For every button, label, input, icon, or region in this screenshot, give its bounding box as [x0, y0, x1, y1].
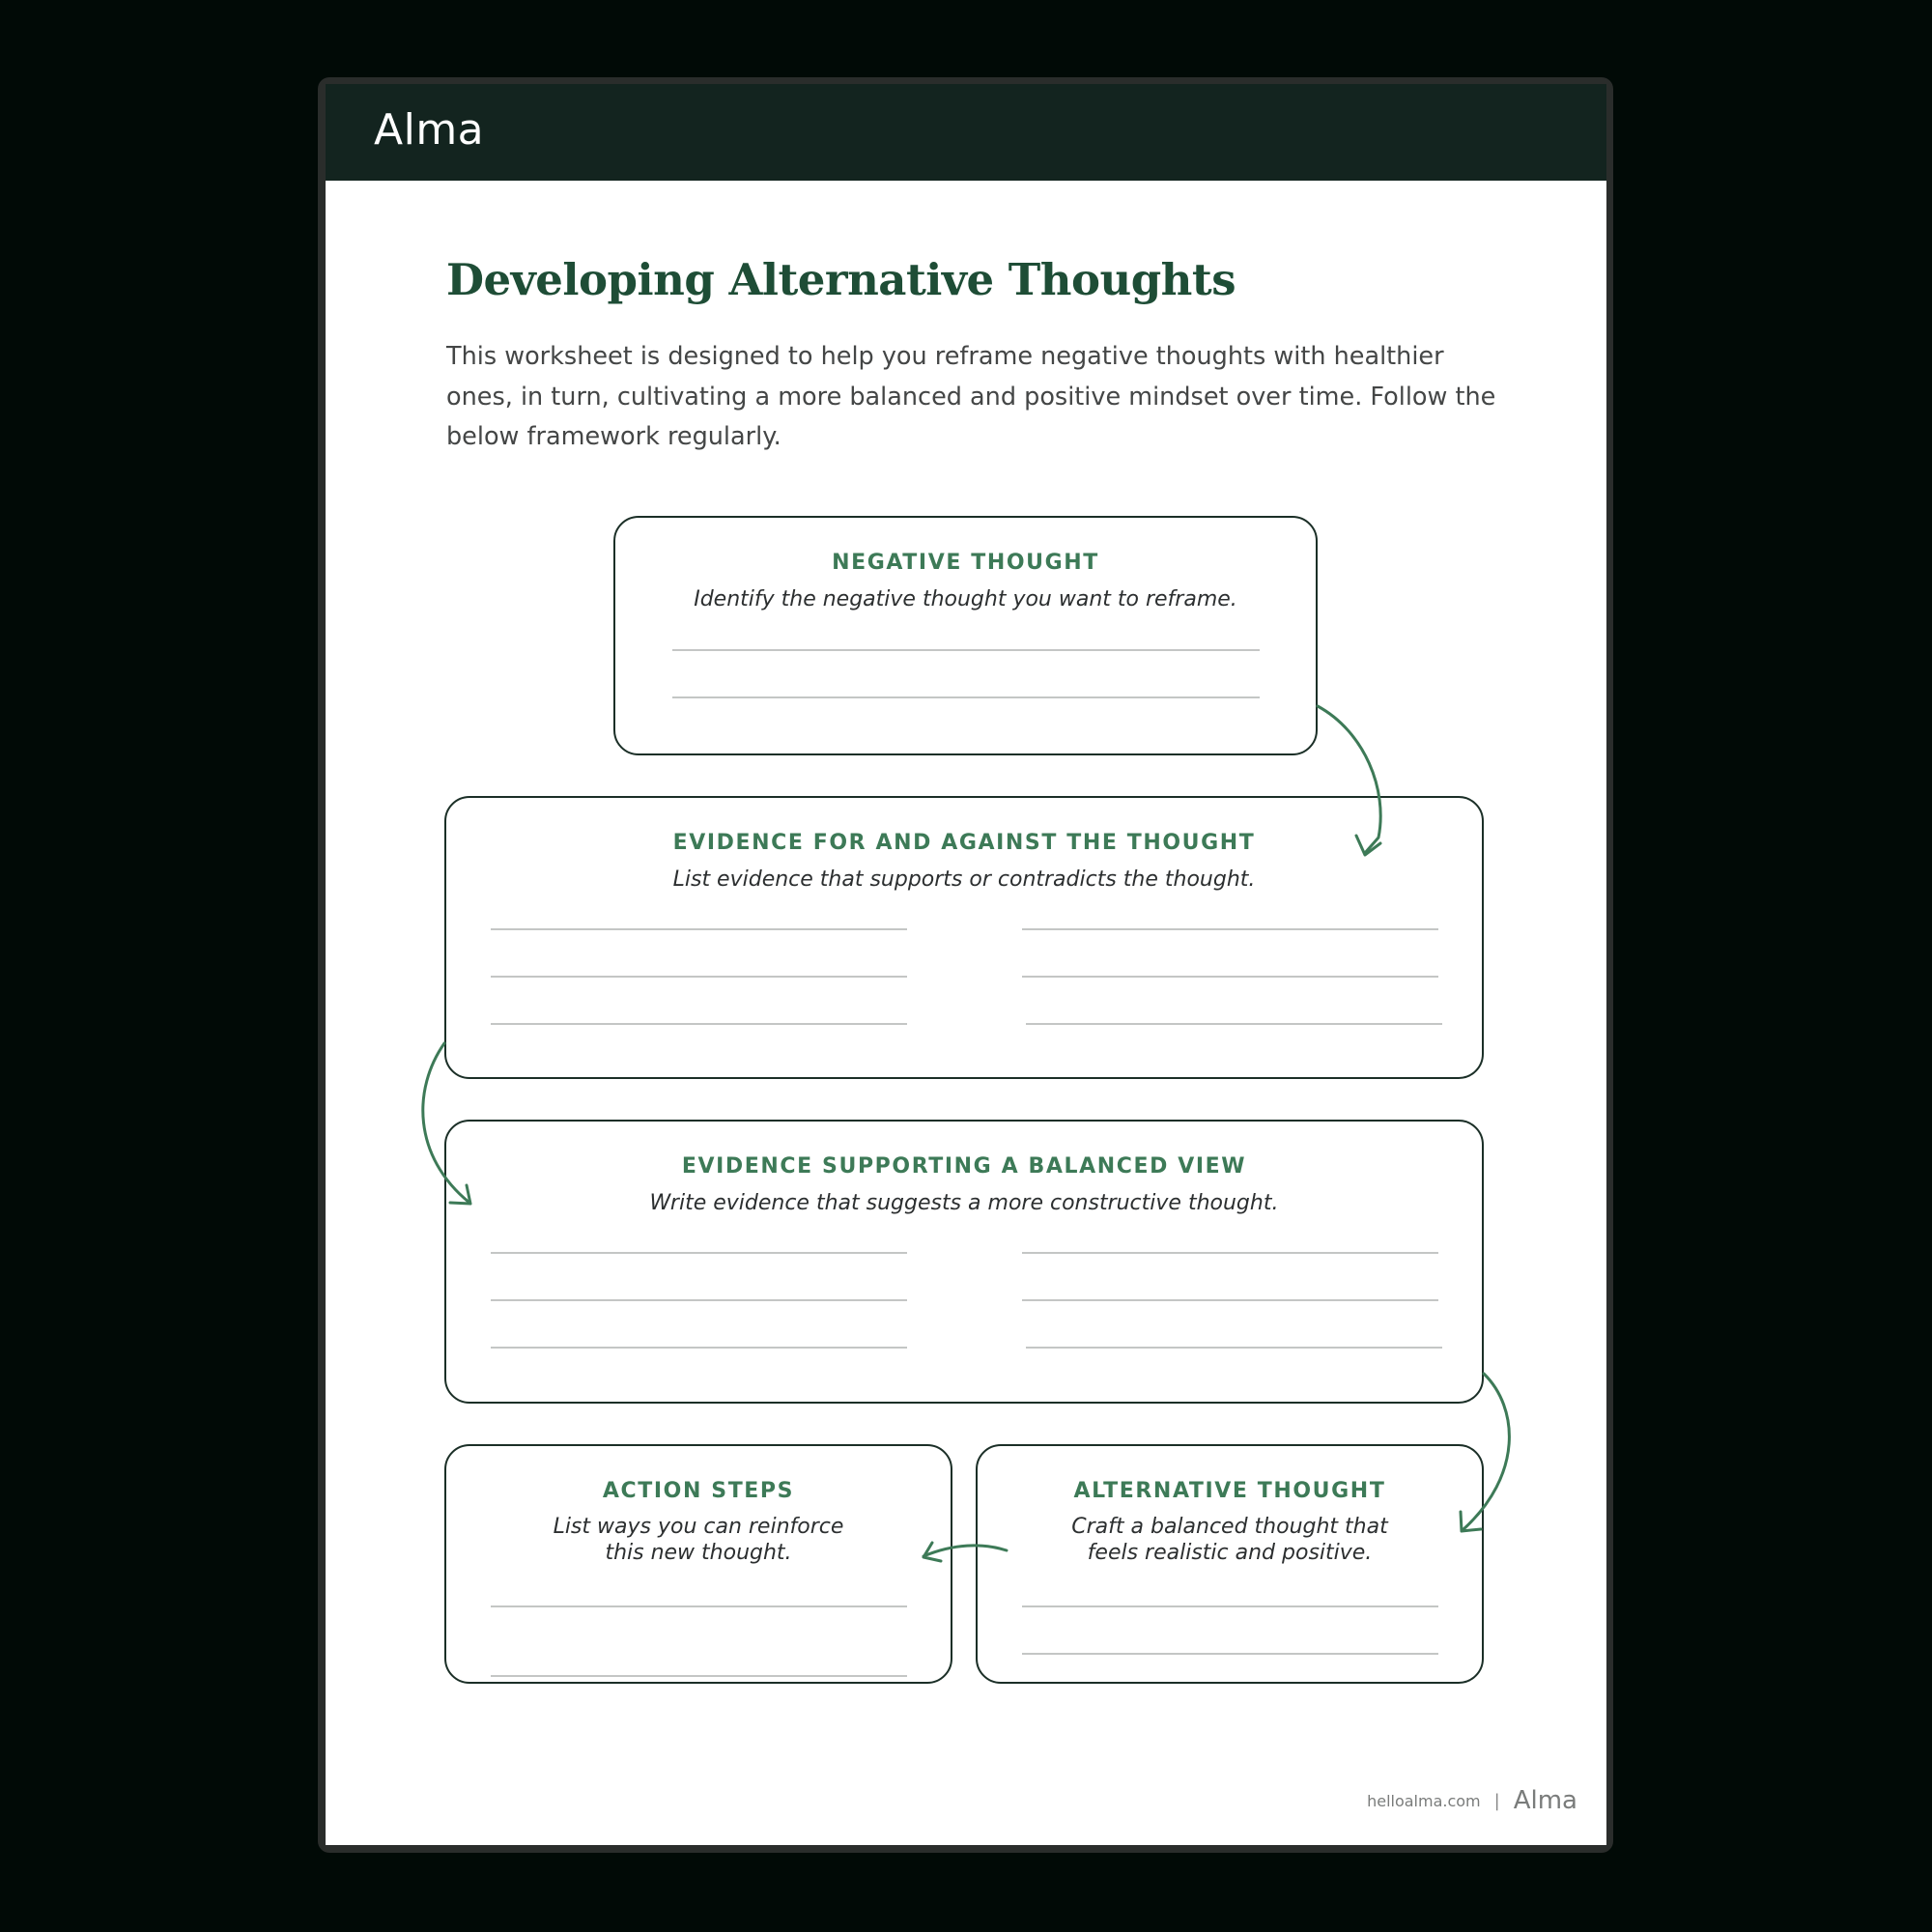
page-title: Developing Alternative Thoughts [446, 254, 1236, 305]
worksheet-page [326, 84, 1606, 1845]
alternative-thought-box [976, 1444, 1484, 1684]
footer-url[interactable]: helloalma.com [1367, 1791, 1481, 1810]
balanced-view-title: EVIDENCE SUPPORTING A BALANCED VIEW [681, 1154, 1247, 1179]
writing-line[interactable] [491, 1347, 907, 1349]
action-steps-subtitle-line1: List ways you can reinforce [553, 1515, 844, 1539]
writing-line[interactable] [1022, 1653, 1438, 1655]
writing-line[interactable] [491, 1299, 907, 1301]
action-steps-subtitle-line2: this new thought. [605, 1541, 792, 1565]
intro-paragraph: This worksheet is designed to help you reframe negative thoughts with healthier ones, in turn, cultivating a more balanced and positive mindset over time. Follow the below framework regularly. [446, 342, 1496, 451]
alternative-thought-subtitle-line2: feels realistic and positive. [1087, 1541, 1373, 1565]
writing-line[interactable] [1022, 1299, 1438, 1301]
footer-separator: | [1493, 1790, 1500, 1811]
evidence-for-against-title: EVIDENCE FOR AND AGAINST THE THOUGHT [672, 831, 1256, 855]
writing-line[interactable] [672, 696, 1260, 698]
header-bar [326, 84, 1606, 181]
balanced-view-box [444, 1120, 1484, 1404]
writing-line[interactable] [1022, 928, 1438, 930]
alternative-thought-title: ALTERNATIVE THOUGHT [1073, 1479, 1386, 1503]
writing-line[interactable] [1022, 1252, 1438, 1254]
footer-alma-logo: Alma [1513, 1786, 1577, 1815]
balanced-view-subtitle: Write evidence that suggests a more constructive thought. [649, 1191, 1279, 1215]
writing-line[interactable] [672, 649, 1260, 651]
action-steps-title: ACTION STEPS [602, 1479, 795, 1503]
negative-thought-title: NEGATIVE THOUGHT [832, 551, 1099, 575]
writing-line[interactable] [1026, 1023, 1442, 1025]
action-steps-box [444, 1444, 952, 1684]
writing-line[interactable] [491, 1675, 907, 1677]
negative-thought-box [613, 516, 1318, 755]
negative-thought-subtitle: Identify the negative thought you want to reframe. [694, 587, 1237, 611]
footer [1367, 1786, 1577, 1815]
writing-line[interactable] [1022, 1605, 1438, 1607]
writing-line[interactable] [1026, 1347, 1442, 1349]
writing-line[interactable] [1022, 976, 1438, 978]
evidence-for-against-subtitle: List evidence that supports or contradicts the thought. [672, 867, 1256, 892]
writing-line[interactable] [491, 928, 907, 930]
writing-line[interactable] [491, 1023, 907, 1025]
writing-line[interactable] [491, 1252, 907, 1254]
alternative-thought-subtitle-line1: Craft a balanced thought that [1071, 1515, 1388, 1539]
alma-logo: Alma [374, 105, 485, 155]
writing-line[interactable] [491, 976, 907, 978]
writing-line[interactable] [491, 1605, 907, 1607]
evidence-for-against-box [444, 796, 1484, 1079]
